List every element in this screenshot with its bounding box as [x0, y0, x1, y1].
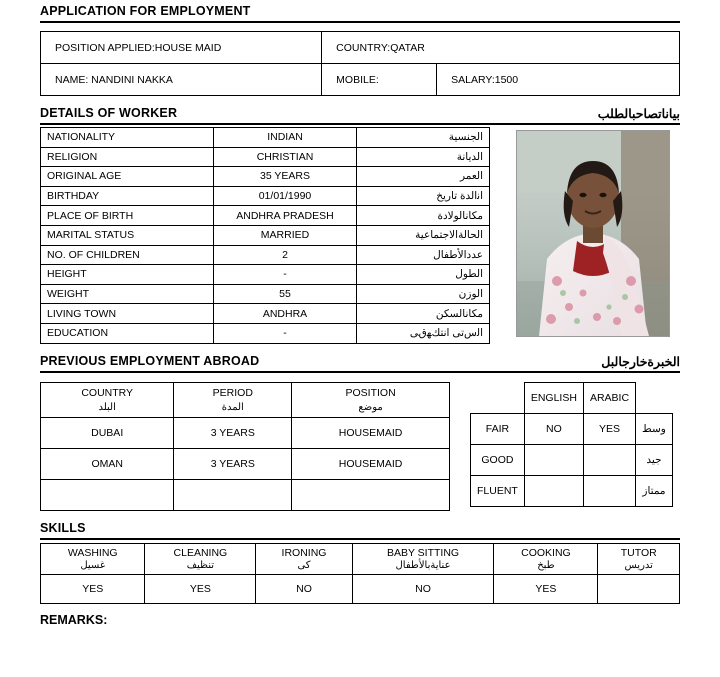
skill-value-ironing: NO	[256, 575, 352, 604]
worker-details-heading-text: DETAILS OF WORKER	[40, 106, 178, 120]
detail-label: EDUCATION	[41, 323, 214, 343]
detail-label-arabic: اﻧالدة تاريخ	[357, 186, 490, 206]
detail-label: RELIGION	[41, 147, 214, 167]
column-header-position-ar: موضع	[358, 401, 383, 413]
language-level-fair-ar: وسط	[636, 413, 673, 444]
skill-name-baby-sitting-ar: عنايةبالأطفال	[395, 560, 451, 572]
skill-value-tutor	[598, 575, 680, 604]
detail-label-arabic: عدداﻷطفال	[357, 245, 490, 265]
column-header-position	[292, 382, 450, 418]
page-title-text: APPLICATION FOR EMPLOYMENT	[40, 4, 251, 18]
language-level-fluent-ar: ممتاز	[636, 475, 673, 506]
detail-label-arabic: مكانالسكن	[357, 304, 490, 324]
skill-name-cleaning-ar: تنظيف	[186, 560, 215, 572]
table-row	[41, 32, 680, 64]
skills-table	[40, 543, 680, 604]
table-row	[41, 323, 490, 343]
column-header-arabic: ARABIC	[583, 382, 635, 413]
skill-name-tutor-ar: تدريس	[624, 560, 653, 572]
table-header-row	[471, 382, 673, 413]
language-level-fluent: FLUENT	[471, 475, 525, 506]
skill-name-washing: WASHING	[67, 547, 118, 560]
table-row	[471, 413, 673, 444]
detail-value: MARRIED	[214, 225, 357, 245]
applicant-header-table	[40, 31, 680, 96]
column-header-period	[174, 382, 292, 418]
application-form-page	[0, 4, 720, 677]
language-fluent-english	[524, 475, 583, 506]
detail-value: 35 YEARS	[214, 167, 357, 187]
name-cell: NAME: NANDINI NAKKA	[41, 64, 322, 96]
skill-name-ironing: IRONING	[281, 547, 327, 560]
table-row	[41, 225, 490, 245]
column-header-country-ar: البلد	[98, 401, 116, 413]
table-row	[41, 64, 680, 96]
language-skills-table	[470, 382, 673, 507]
table-row	[41, 245, 490, 265]
table-row	[41, 449, 450, 480]
skills-heading-text: SKILLS	[40, 521, 86, 536]
skills-heading	[40, 521, 680, 540]
table-row	[471, 444, 673, 475]
worker-details-table	[40, 127, 490, 344]
applicant-photo	[516, 130, 670, 337]
remarks-label: REMARKS:	[40, 613, 108, 628]
detail-value: 2	[214, 245, 357, 265]
table-row	[41, 265, 490, 285]
table-header-row	[41, 382, 450, 418]
column-header-country	[41, 382, 174, 418]
country-cell: COUNTRY:QATAR	[322, 32, 680, 64]
table-row	[471, 475, 673, 506]
table-header-row	[41, 544, 680, 575]
detail-label: LIVING TOWN	[41, 304, 214, 324]
detail-label-arabic: مكانالولادة	[357, 206, 490, 226]
language-level-good-ar: جيد	[636, 444, 673, 475]
employment-period: 3 YEARS	[174, 449, 292, 480]
skill-name-baby-sitting: BABY SITTING	[386, 547, 460, 560]
detail-value: -	[214, 265, 357, 285]
detail-label-arabic: العمر	[357, 167, 490, 187]
previous-employment-heading-text: PREVIOUS EMPLOYMENT ABROAD	[40, 353, 260, 368]
table-row	[41, 418, 450, 449]
employment-country	[41, 480, 174, 511]
skill-name-cooking: COOKING	[521, 547, 571, 560]
column-header-english: ENGLISH	[524, 382, 583, 413]
table-row	[41, 128, 490, 148]
column-header-period-ar: المدة	[221, 401, 244, 413]
employment-country: DUBAI	[41, 418, 174, 449]
employment-position: HOUSEMAID	[292, 418, 450, 449]
detail-label-arabic: الديانة	[357, 147, 490, 167]
previous-employment-section	[40, 382, 680, 512]
detail-label: NATIONALITY	[41, 128, 214, 148]
skill-value-baby-sitting: NO	[352, 575, 494, 604]
employment-period	[174, 480, 292, 511]
skill-header-baby-sitting	[352, 544, 494, 575]
skill-value-washing: YES	[41, 575, 145, 604]
detail-label: HEIGHT	[41, 265, 214, 285]
column-header-position-en: POSITION	[345, 386, 396, 399]
worker-details-heading	[40, 106, 680, 125]
detail-label: BIRTHDAY	[41, 186, 214, 206]
detail-label: NO. OF CHILDREN	[41, 245, 214, 265]
previous-employment-heading-arabic: الخبرةخارجالبل	[601, 354, 680, 369]
employment-period: 3 YEARS	[174, 418, 292, 449]
table-row	[41, 304, 490, 324]
column-header-country-en: COUNTRY	[81, 386, 134, 399]
detail-value: ANDHRA	[214, 304, 357, 324]
table-row	[41, 480, 450, 511]
detail-value: CHRISTIAN	[214, 147, 357, 167]
detail-label: MARITAL STATUS	[41, 225, 214, 245]
previous-employment-table	[40, 382, 450, 512]
salary-cell: SALARY:1500	[437, 64, 680, 96]
language-good-arabic	[583, 444, 635, 475]
detail-value: 01/01/1990	[214, 186, 357, 206]
table-row	[41, 284, 490, 304]
skill-name-ironing-ar: کی	[297, 560, 311, 572]
detail-label: PLACE OF BIRTH	[41, 206, 214, 226]
employment-position: HOUSEMAID	[292, 449, 450, 480]
skill-header-cooking	[494, 544, 598, 575]
column-header-period-en: PERIOD	[212, 386, 253, 399]
table-row	[41, 206, 490, 226]
detail-value: 55	[214, 284, 357, 304]
employment-position	[292, 480, 450, 511]
table-row	[41, 167, 490, 187]
skill-value-cleaning: YES	[145, 575, 256, 604]
previous-employment-heading	[40, 354, 680, 373]
position-applied-cell: POSITION APPLIED:HOUSE MAID	[41, 32, 322, 64]
skill-name-cooking-ar: طبخ	[537, 560, 555, 572]
table-row	[41, 575, 680, 604]
detail-label-arabic: الطول	[357, 265, 490, 285]
language-fair-english: NO	[524, 413, 583, 444]
worker-details-section	[40, 127, 680, 344]
skill-value-cooking: YES	[494, 575, 598, 604]
table-row	[41, 186, 490, 206]
page-title	[40, 4, 680, 23]
language-level-fair: FAIR	[471, 413, 525, 444]
table-row	[41, 147, 490, 167]
skill-name-washing-ar: غسيل	[80, 560, 106, 572]
skill-header-ironing	[256, 544, 352, 575]
detail-value: -	[214, 323, 357, 343]
skill-name-cleaning: CLEANING	[173, 547, 228, 560]
skill-header-tutor	[598, 544, 680, 575]
detail-label-arabic: الوزن	[357, 284, 490, 304]
skill-header-washing	[41, 544, 145, 575]
detail-label-arabic: الجنسية	[357, 128, 490, 148]
employment-country: OMAN	[41, 449, 174, 480]
detail-label-arabic: اﻟسﺗﻰ انتكﻬقﻰ	[357, 323, 490, 343]
language-fluent-arabic	[583, 475, 635, 506]
detail-label: ORIGINAL AGE	[41, 167, 214, 187]
detail-value: ANDHRA PRADESH	[214, 206, 357, 226]
detail-label: WEIGHT	[41, 284, 214, 304]
mobile-cell: MOBILE:	[322, 64, 437, 96]
skill-name-tutor: TUTOR	[620, 547, 657, 560]
language-fair-arabic: YES	[583, 413, 635, 444]
worker-details-heading-arabic: بياناتصاحبالطلب	[597, 107, 680, 121]
skill-header-cleaning	[145, 544, 256, 575]
detail-value: INDIAN	[214, 128, 357, 148]
detail-label-arabic: الحالةالاجتماعية	[357, 225, 490, 245]
language-level-good: GOOD	[471, 444, 525, 475]
language-good-english	[524, 444, 583, 475]
